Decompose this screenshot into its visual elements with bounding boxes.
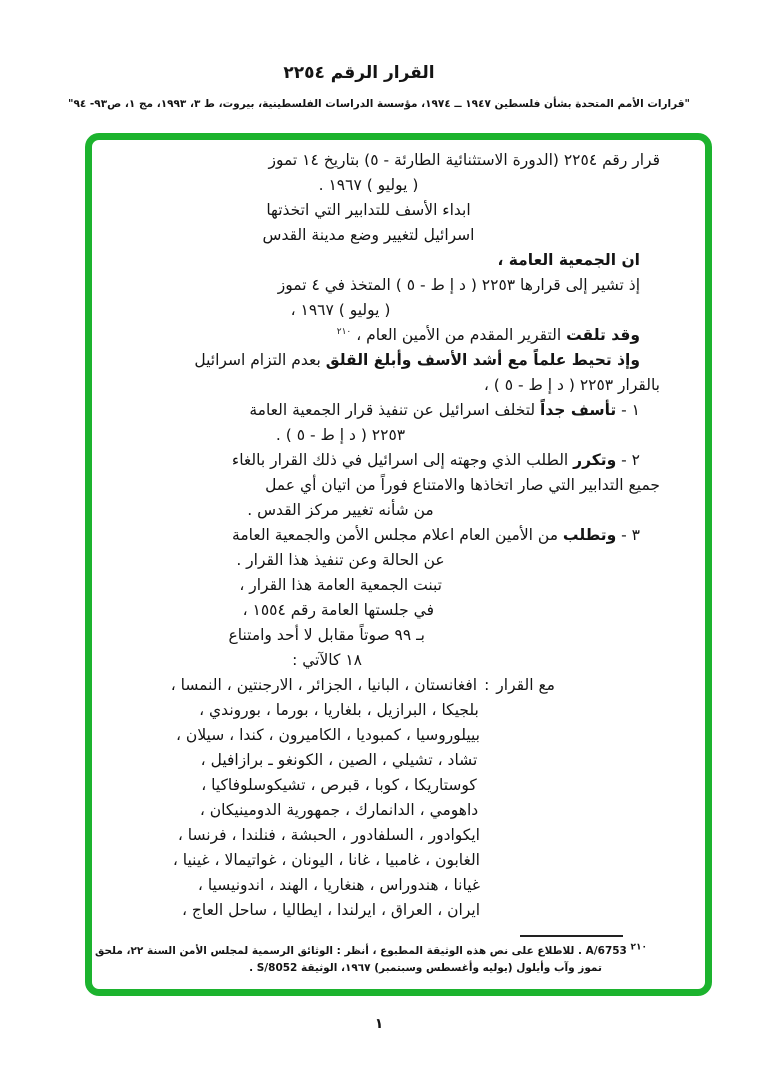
operative-2-cont-1: جميع التدابير التي صار اتخاذها والامتناع فوراً من اتيان أي عمل bbox=[265, 476, 660, 494]
heading-line-4: اسرائيل لتغيير وضع مدينة القدس bbox=[262, 226, 475, 244]
operative-2-cont-2: من شأنه تغيير مركز القدس . bbox=[247, 501, 434, 519]
operative-1-cont: ٢٢٥٣ ( د إ ط - ٥ ) . bbox=[275, 426, 406, 444]
page-number: ١ bbox=[374, 1016, 384, 1032]
adoption-line-4: ١٨ كالآتي : bbox=[292, 651, 362, 669]
footnote-doc-ref: A/6753 bbox=[585, 945, 627, 957]
vote-country-line: غيانا ، هندوراس ، هنغاريا ، الهند ، اندونيسيا ، bbox=[197, 876, 480, 894]
vote-country-line: ايكوادور ، السلفادور ، الحبشة ، فنلندا ، فرنسا ، bbox=[177, 826, 480, 844]
operative-3-rest: من الأمين العام اعلام مجلس الأمن والجمعية العامة bbox=[232, 526, 563, 544]
operative-1-num: ١ - bbox=[616, 401, 640, 419]
preamble-opening: ان الجمعية العامة ، bbox=[497, 251, 640, 269]
vote-country-line: الغابون ، غامبيا ، غانا ، اليونان ، غواتيمالا ، غينيا ، bbox=[172, 851, 480, 869]
footnote-line-1 bbox=[95, 942, 647, 960]
operative-2-num: ٢ - bbox=[616, 451, 640, 469]
preamble-received-rest: التقرير المقدم من الأمين العام ، bbox=[351, 326, 567, 344]
heading-line-1: قرار رقم ٢٢٥٤ (الدورة الاستثنائية الطارئة - ٥) بتاريخ ١٤ تموز bbox=[268, 151, 660, 169]
vote-country-line: بلجيكا ، البرازيل ، بلغاريا ، بورما ، بوروندي ، bbox=[199, 701, 479, 719]
preamble-received-lead: وقد تلقت bbox=[566, 326, 640, 344]
vote-with-label: مع القرار bbox=[496, 676, 555, 694]
vote-country-line: تشاد ، تشيلي ، الصين ، الكونغو ـ برازافيل ، bbox=[200, 751, 478, 769]
heading-line-2: ( يوليو ) ١٩٦٧ . bbox=[318, 176, 419, 194]
source-citation: "قرارات الأمم المتحدة بشأن فلسطين ١٩٤٧ ــ ١٩٧٤، مؤسسة الدراسات الفلسطينية، بيروت، ط ٣، ١٩٩٣، مج ١، ص٩٣- ٩٤" bbox=[67, 98, 691, 110]
heading-line-3: ابداء الأسف للتدابير التي اتخذتها bbox=[266, 201, 471, 219]
operative-3-lead: وتطلب bbox=[562, 526, 617, 544]
adoption-line-3: بـ ٩٩ صوتاً مقابل لا أحد وامتناع bbox=[228, 626, 425, 644]
footnote-line-1-text: . للاطلاع على نص هذه الوثيقة المطبوع ، أنظر : الوثائق الرسمية لمجلس الأمن السنة ٢٢، ملحق bbox=[95, 945, 586, 957]
vote-country-line: كوستاريكا ، كوبا ، قبرص ، تشيكوسلوفاكيا ، bbox=[201, 776, 477, 794]
adoption-line-2: في جلستها العامة رقم ١٥٥٤ ، bbox=[242, 601, 434, 619]
operative-3-num: ٣ - bbox=[616, 526, 640, 544]
operative-1-rest: لتخلف اسرائيل عن تنفيذ قرار الجمعية العامة bbox=[249, 401, 541, 419]
footnote-ref-marker: ٢١٠ bbox=[336, 326, 352, 337]
preamble-noting-cont: بالقرار ٢٢٥٣ ( د إ ط - ٥ ) ، bbox=[483, 376, 660, 394]
page-title: القرار الرقم ٢٢٥٤ bbox=[283, 63, 435, 83]
vote-separator: : bbox=[484, 676, 490, 694]
preamble-noting-rest: بعدم التزام اسرائيل bbox=[194, 351, 326, 369]
operative-item-2 bbox=[137, 448, 660, 473]
resolution-body bbox=[92, 140, 705, 977]
vote-with-row bbox=[137, 673, 555, 698]
preamble-recall-line-1: إذ تشير إلى قرارها ٢٢٥٣ ( د إ ط - ٥ ) المتخذ في ٤ تموز bbox=[277, 276, 640, 294]
adoption-line-1: تبنت الجمعية العامة هذا القرار ، bbox=[239, 576, 442, 594]
vote-country-line: داهومي ، الدانمارك ، جمهورية الدومينيكان ، bbox=[199, 801, 479, 819]
preamble-noting bbox=[137, 348, 660, 373]
vote-country-line: افغانستان ، البانيا ، الجزائر ، الارجنتين ، النمسا ، bbox=[170, 676, 478, 694]
footnote-line-2-text: تموز وآب وأيلول (يوليه وأغسطس وسبتمبر) ١٩٦٧، الوثيقة bbox=[297, 962, 602, 974]
footnote-doc-ref-2: S/8052 bbox=[256, 962, 298, 974]
preamble-noting-lead: وإذ تحيط علماً مع أشد الأسف وأبلغ القلق bbox=[325, 351, 640, 369]
vote-country-line: ايران ، العراق ، ايرلندا ، ايطاليا ، ساحل العاج ، bbox=[182, 901, 480, 919]
vote-country-line: بييلوروسيا ، كمبوديا ، الكاميرون ، كندا ، سيلان ، bbox=[176, 726, 480, 744]
operative-item-1 bbox=[137, 398, 660, 423]
footnote-line-2-end: . bbox=[249, 962, 257, 974]
footnote-line-2 bbox=[164, 960, 687, 977]
preamble-recall-line-2: ( يوليو ) ١٩٦٧ ، bbox=[290, 301, 391, 319]
green-frame bbox=[85, 133, 712, 996]
operative-2-lead: وتكرر bbox=[573, 451, 617, 469]
operative-1-lead: تأسف جداً bbox=[540, 401, 617, 419]
operative-item-3 bbox=[137, 523, 660, 548]
operative-3-cont: عن الحالة وعن تنفيذ هذا القرار . bbox=[236, 551, 445, 569]
footnote-separator-rule bbox=[520, 935, 623, 937]
footnote-marker: ٢١٠ bbox=[630, 942, 647, 953]
preamble-received bbox=[137, 323, 660, 348]
operative-2-rest: الطلب الذي وجهته إلى اسرائيل في ذلك القرار بالغاء bbox=[231, 451, 574, 469]
